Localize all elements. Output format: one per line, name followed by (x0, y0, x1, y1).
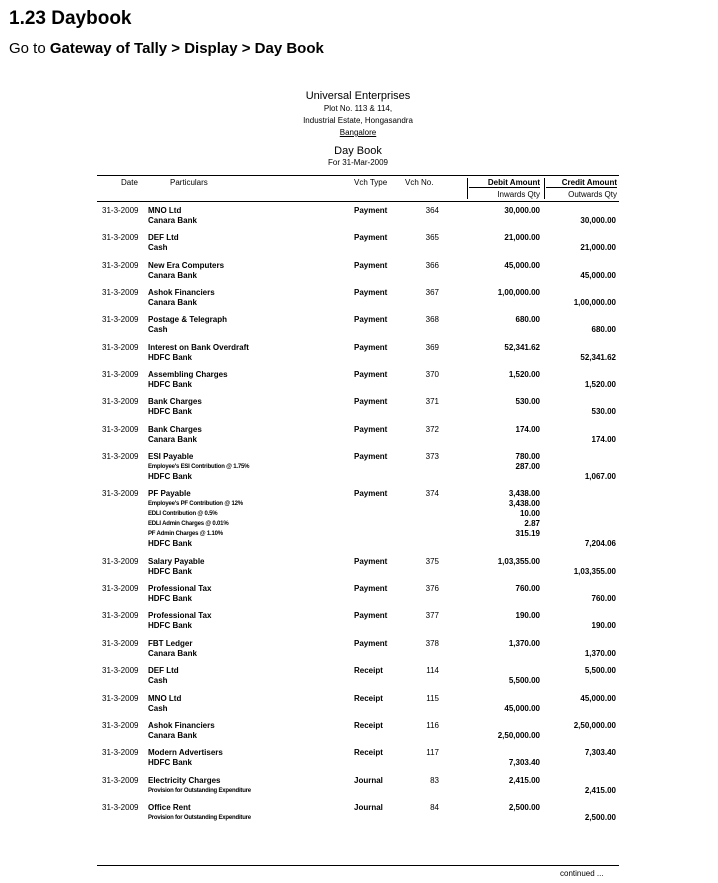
debit-amount: 3,438.00 (508, 499, 540, 509)
company-address-1: Plot No. 113 & 114, (323, 104, 393, 113)
ledger-line (97, 343, 619, 353)
voucher-number: 83 (430, 775, 439, 785)
ledger-line (97, 776, 619, 786)
debit-amount: 5,500.00 (508, 676, 540, 686)
ledger-name: HDFC Bank (148, 407, 193, 417)
ledger-name: Cash (148, 703, 168, 713)
voucher-list (97, 206, 619, 823)
ledger-name: Salary Payable (148, 556, 205, 566)
voucher-date: 31-3-2009 (102, 802, 139, 812)
voucher-number: 369 (425, 342, 439, 352)
ledger-line (97, 472, 619, 482)
voucher-entry (97, 776, 619, 796)
voucher-type: Payment (354, 489, 388, 499)
voucher-number: 375 (425, 556, 439, 566)
voucher-number: 373 (425, 452, 439, 462)
navigation-instruction (9, 40, 324, 57)
credit-amount: 190.00 (591, 621, 616, 631)
credit-amount: 5,500.00 (584, 666, 616, 676)
footer-rule (97, 865, 619, 866)
ledger-line (97, 489, 619, 499)
debit-amount: 1,00,000.00 (497, 288, 540, 298)
voucher-number: 115 (426, 693, 439, 703)
ledger-line (97, 380, 619, 390)
ledger-line (97, 233, 619, 243)
voucher-number: 365 (425, 233, 439, 243)
col-particulars: Particulars (170, 178, 208, 187)
ledger-line (97, 758, 619, 768)
voucher-type: Payment (354, 397, 388, 407)
ledger-name: HDFC Bank (148, 594, 193, 604)
voucher-number: 374 (425, 489, 439, 499)
debit-amount: 2,500.00 (508, 802, 540, 812)
debit-amount: 315.19 (515, 529, 540, 539)
ledger-name: MNO Ltd (148, 206, 182, 215)
voucher-entry (97, 557, 619, 577)
ledger-line (97, 425, 619, 435)
debit-amount: 174.00 (515, 424, 540, 434)
voucher-type: Payment (354, 424, 388, 434)
voucher-type: Payment (354, 233, 388, 243)
debit-amount: 1,370.00 (508, 638, 540, 648)
voucher-entry (97, 425, 619, 445)
credit-amount: 45,000.00 (580, 693, 616, 703)
ledger-line (97, 261, 619, 271)
ledger-line (97, 370, 619, 380)
ledger-name: ESI Payable (148, 452, 194, 462)
ledger-line (97, 676, 619, 686)
voucher-entry (97, 315, 619, 335)
ledger-line (97, 452, 619, 462)
ledger-line (97, 813, 619, 823)
voucher-entry (97, 233, 619, 253)
ledger-line (97, 407, 619, 417)
ledger-line (97, 288, 619, 298)
credit-amount: 7,303.40 (584, 748, 616, 758)
credit-amount: 680.00 (591, 325, 616, 335)
ledger-name: Employee's ESI Contribution @ 1.75% (148, 464, 250, 471)
ledger-name: FBT Ledger (148, 638, 193, 648)
col-credit: Credit Amount (546, 178, 617, 188)
ledger-name: Ashok Financiers (148, 720, 215, 730)
ledger-name: HDFC Bank (148, 352, 193, 362)
ledger-name: Ashok Financiers (148, 288, 215, 298)
voucher-date: 31-3-2009 (102, 666, 139, 676)
voucher-date: 31-3-2009 (102, 489, 139, 499)
ledger-line (97, 435, 619, 445)
voucher-number: 84 (430, 802, 439, 812)
credit-amount: 2,415.00 (584, 785, 616, 795)
ledger-line (97, 325, 619, 335)
voucher-number: 371 (425, 397, 439, 407)
voucher-type: Receipt (354, 748, 383, 758)
voucher-type: Payment (354, 611, 388, 621)
voucher-type: Payment (354, 315, 388, 325)
ledger-name: Bank Charges (148, 397, 202, 407)
credit-amount: 52,341.62 (580, 352, 616, 362)
ledger-line (97, 594, 619, 604)
ledger-line (97, 748, 619, 758)
ledger-line (97, 271, 619, 281)
voucher-date: 31-3-2009 (102, 206, 139, 215)
ledger-name: Cash (148, 676, 168, 686)
voucher-entry (97, 584, 619, 604)
debit-amount: 21,000.00 (504, 233, 540, 243)
col-outwards: Outwards Qty (568, 190, 617, 199)
voucher-number: 378 (425, 638, 439, 648)
debit-amount: 2,50,000.00 (497, 730, 540, 740)
ledger-line (97, 731, 619, 741)
voucher-type: Payment (354, 206, 388, 215)
voucher-date: 31-3-2009 (102, 370, 139, 380)
day-book-report (97, 90, 619, 823)
voucher-entry (97, 343, 619, 363)
ledger-line (97, 557, 619, 567)
voucher-number: 366 (425, 260, 439, 270)
ledger-name: HDFC Bank (148, 472, 193, 482)
debit-amount: 45,000.00 (504, 260, 540, 270)
voucher-entry (97, 397, 619, 417)
voucher-type: Payment (354, 342, 388, 352)
voucher-number: 370 (425, 370, 439, 380)
voucher-type: Payment (354, 556, 388, 566)
debit-amount: 10.00 (519, 509, 540, 519)
ledger-name: HDFC Bank (148, 758, 193, 768)
ledger-name: MNO Ltd (148, 693, 182, 703)
voucher-date: 31-3-2009 (102, 556, 139, 566)
voucher-entry (97, 489, 619, 549)
ledger-name: Canara Bank (148, 298, 197, 308)
voucher-entry (97, 803, 619, 823)
ledger-name: DEF Ltd (148, 233, 179, 243)
ledger-name: Interest on Bank Overdraft (148, 342, 249, 352)
ledger-line (97, 499, 619, 509)
ledger-line (97, 704, 619, 714)
debit-amount: 760.00 (515, 584, 540, 594)
ledger-name: Assembling Charges (148, 370, 228, 380)
voucher-type: Payment (354, 370, 388, 380)
company-name: Universal Enterprises (305, 90, 411, 102)
ledger-name: Canara Bank (148, 270, 197, 280)
header-separator (544, 178, 545, 199)
voucher-date: 31-3-2009 (102, 611, 139, 621)
ledger-line (97, 315, 619, 325)
voucher-type: Payment (354, 584, 388, 594)
voucher-date: 31-3-2009 (102, 638, 139, 648)
voucher-number: 367 (425, 288, 439, 298)
debit-amount: 780.00 (515, 452, 540, 462)
voucher-date: 31-3-2009 (102, 748, 139, 758)
ledger-name: EDLI Contribution @ 0.5% (148, 511, 218, 518)
ledger-line (97, 639, 619, 649)
company-city (97, 127, 619, 139)
col-vch-type: Vch Type (354, 178, 388, 187)
ledger-name: HDFC Bank (148, 380, 193, 390)
ledger-name: Canara Bank (148, 730, 197, 740)
ledger-line (97, 216, 619, 226)
voucher-number: 372 (425, 424, 439, 434)
ledger-name: HDFC Bank (148, 566, 193, 576)
ledger-name: Postage & Telegraph (148, 315, 227, 325)
report-title: Day Book (334, 145, 382, 157)
credit-amount: 2,50,000.00 (573, 720, 616, 730)
credit-amount: 45,000.00 (580, 270, 616, 280)
debit-amount: 52,341.62 (504, 342, 540, 352)
credit-amount: 7,204.06 (584, 539, 616, 549)
ledger-name: Provision for Outstanding Expenditure (148, 814, 251, 821)
ledger-name: EDLI Admin Charges @ 0.01% (148, 521, 229, 528)
ledger-name: Office Rent (148, 802, 191, 812)
ledger-name: HDFC Bank (148, 621, 193, 631)
ledger-line (97, 803, 619, 813)
debit-amount: 1,520.00 (508, 370, 540, 380)
ledger-line (97, 786, 619, 796)
credit-amount: 760.00 (591, 594, 616, 604)
credit-amount: 1,370.00 (584, 648, 616, 658)
company-header (97, 90, 619, 168)
ledger-line (97, 397, 619, 407)
voucher-type: Payment (354, 452, 388, 462)
ledger-line (97, 529, 619, 539)
debit-amount: 2.87 (524, 519, 540, 529)
voucher-number: 117 (426, 748, 439, 758)
report-period: For 31-Mar-2009 (327, 158, 389, 167)
page-heading: 1.23 Daybook (9, 8, 132, 29)
voucher-type: Receipt (354, 666, 383, 676)
ledger-name: New Era Computers (148, 260, 225, 270)
voucher-date: 31-3-2009 (102, 342, 139, 352)
ledger-name: Electricity Charges (148, 775, 221, 785)
voucher-entry (97, 261, 619, 281)
voucher-date: 31-3-2009 (102, 260, 139, 270)
column-header (97, 175, 619, 202)
ledger-name: Provision for Outstanding Expenditure (148, 787, 251, 794)
col-debit: Debit Amount (469, 178, 540, 188)
voucher-number: 368 (425, 315, 439, 325)
credit-amount: 2,500.00 (584, 812, 616, 822)
credit-amount: 174.00 (591, 434, 616, 444)
voucher-date: 31-3-2009 (102, 315, 139, 325)
debit-amount: 680.00 (515, 315, 540, 325)
ledger-line (97, 353, 619, 363)
debit-amount: 2,415.00 (508, 775, 540, 785)
ledger-name: Bank Charges (148, 424, 202, 434)
company-city-text: Bangalore (339, 128, 377, 137)
company-address-2: Industrial Estate, Hongasandra (303, 116, 413, 125)
voucher-number: 364 (425, 206, 439, 215)
voucher-date: 31-3-2009 (102, 693, 139, 703)
ledger-name: Canara Bank (148, 434, 197, 444)
voucher-number: 377 (425, 611, 439, 621)
voucher-type: Journal (354, 802, 383, 812)
credit-amount: 1,067.00 (584, 472, 616, 482)
voucher-type: Payment (354, 288, 388, 298)
voucher-entry (97, 639, 619, 659)
ledger-line (97, 649, 619, 659)
credit-amount: 1,520.00 (584, 380, 616, 390)
voucher-entry (97, 748, 619, 768)
ledger-line (97, 243, 619, 253)
voucher-entry (97, 666, 619, 686)
voucher-date: 31-3-2009 (102, 397, 139, 407)
debit-amount: 7,303.40 (508, 758, 540, 768)
debit-amount: 30,000.00 (504, 206, 540, 215)
ledger-name: Canara Bank (148, 216, 197, 225)
voucher-type: Payment (354, 260, 388, 270)
nav-prefix: Go to (9, 40, 50, 57)
ledger-line (97, 666, 619, 676)
voucher-number: 116 (426, 720, 439, 730)
credit-amount: 1,03,355.00 (573, 566, 616, 576)
voucher-date: 31-3-2009 (102, 584, 139, 594)
ledger-name: PF Admin Charges @ 1.10% (148, 531, 223, 538)
debit-amount: 3,438.00 (508, 489, 540, 499)
col-vch-no: Vch No. (405, 178, 434, 187)
ledger-line (97, 584, 619, 594)
ledger-line (97, 509, 619, 519)
ledger-name: DEF Ltd (148, 666, 179, 676)
ledger-name: Canara Bank (148, 648, 197, 658)
ledger-line (97, 621, 619, 631)
nav-path: Gateway of Tally > Display > Day Book (49, 40, 324, 57)
voucher-entry (97, 611, 619, 631)
debit-amount: 530.00 (515, 397, 540, 407)
ledger-line (97, 462, 619, 472)
ledger-line (97, 298, 619, 308)
voucher-entry (97, 206, 619, 226)
debit-amount: 287.00 (515, 462, 540, 472)
voucher-date: 31-3-2009 (102, 775, 139, 785)
voucher-type: Journal (354, 775, 383, 785)
ledger-line (97, 539, 619, 549)
ledger-line (97, 611, 619, 621)
ledger-line (97, 519, 619, 529)
ledger-name: Cash (148, 243, 168, 253)
voucher-date: 31-3-2009 (102, 720, 139, 730)
ledger-name: HDFC Bank (148, 539, 193, 549)
ledger-line (97, 694, 619, 704)
continued-note: continued ... (560, 869, 604, 878)
voucher-type: Receipt (354, 693, 383, 703)
credit-amount: 530.00 (591, 407, 616, 417)
debit-amount: 190.00 (515, 611, 540, 621)
voucher-entry (97, 694, 619, 714)
voucher-date: 31-3-2009 (102, 424, 139, 434)
voucher-number: 114 (426, 666, 439, 676)
col-inwards: Inwards Qty (497, 190, 540, 199)
ledger-name: Modern Advertisers (148, 748, 223, 758)
voucher-date: 31-3-2009 (102, 288, 139, 298)
header-separator (467, 178, 468, 199)
col-date: Date (121, 178, 138, 187)
debit-amount: 1,03,355.00 (497, 556, 540, 566)
ledger-name: Professional Tax (148, 611, 212, 621)
ledger-name: Cash (148, 325, 168, 335)
voucher-date: 31-3-2009 (102, 233, 139, 243)
credit-amount: 30,000.00 (580, 216, 616, 225)
voucher-entry (97, 452, 619, 482)
voucher-type: Receipt (354, 720, 383, 730)
voucher-entry (97, 721, 619, 741)
credit-amount: 1,00,000.00 (573, 298, 616, 308)
ledger-name: Professional Tax (148, 584, 212, 594)
voucher-entry (97, 370, 619, 390)
voucher-date: 31-3-2009 (102, 452, 139, 462)
voucher-entry (97, 288, 619, 308)
ledger-name: Employee's PF Contribution @ 12% (148, 501, 243, 508)
ledger-line (97, 721, 619, 731)
credit-amount: 21,000.00 (580, 243, 616, 253)
voucher-number: 376 (425, 584, 439, 594)
ledger-line (97, 206, 619, 216)
ledger-name: PF Payable (148, 489, 191, 499)
ledger-line (97, 567, 619, 577)
debit-amount: 45,000.00 (504, 703, 540, 713)
voucher-type: Payment (354, 638, 388, 648)
